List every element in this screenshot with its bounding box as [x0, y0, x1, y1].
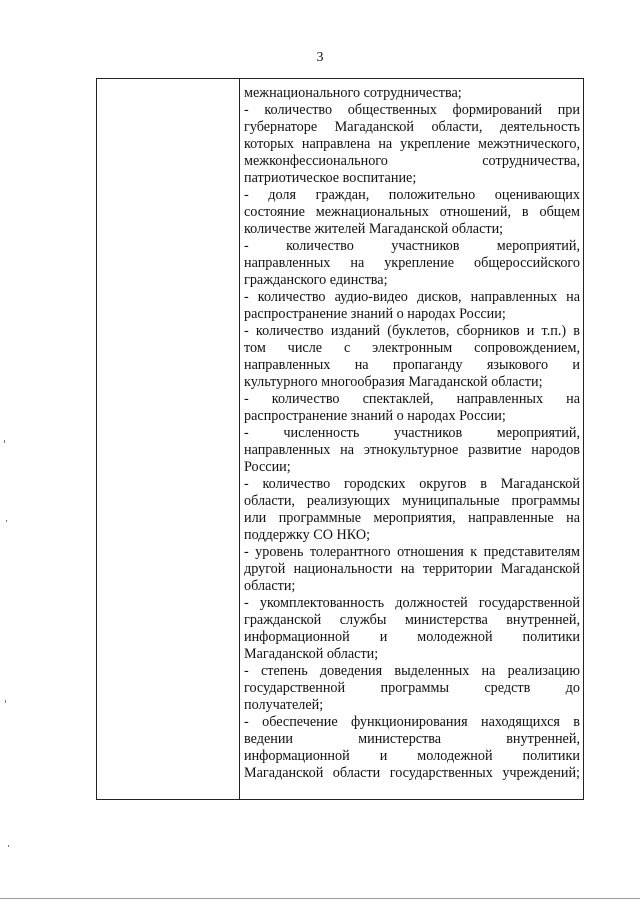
- text-line: области;: [244, 578, 296, 594]
- text-line: государственной программы средств до: [244, 680, 580, 696]
- text-line: - численность участников мероприятий,: [244, 425, 580, 441]
- text-line: области, реализующих муниципальные программы: [244, 493, 580, 509]
- text-line: том числе с электронным сопровождением,: [244, 340, 580, 356]
- text-line: направленных на укрепление общероссийского: [244, 255, 580, 271]
- text-line: получателей;: [244, 697, 324, 713]
- text-line: - укомплектованность должностей государственной: [244, 595, 580, 611]
- text-line: гражданской службы министерства внутренней,: [244, 612, 580, 628]
- text-line: - обеспечение функционирования находящихся в: [244, 714, 580, 730]
- text-line: распространение знаний о народах России;: [244, 306, 506, 322]
- scan-artifact: [5, 700, 6, 703]
- text-line: - количество участников мероприятий,: [244, 238, 580, 254]
- scan-artifact: [6, 520, 7, 522]
- page-number: 3: [316, 50, 324, 65]
- text-line: другой национальности на территории Магаданской: [244, 561, 580, 577]
- text-line: Магаданской области государственных учреждений;: [244, 765, 580, 781]
- text-line: патриотическое воспитание;: [244, 170, 417, 186]
- text-line: - степень доведения выделенных на реализацию: [244, 663, 580, 679]
- text-line: состояние межнациональных отношений, в общем: [244, 204, 580, 220]
- text-line: распространение знаний о народах России;: [244, 408, 506, 424]
- text-line: - количество аудио-видео дисков, направленных на: [244, 289, 580, 305]
- text-line: губернаторе Магаданской области, деятельность: [244, 119, 580, 135]
- text-line: межнационального сотрудничества;: [244, 85, 462, 101]
- text-line: ведении министерства внутренней,: [244, 731, 580, 747]
- text-line: направленных на этнокультурное развитие народов: [244, 442, 580, 458]
- text-line: - количество спектаклей, направленных на: [244, 391, 580, 407]
- text-line: гражданского единства;: [244, 272, 388, 288]
- document-table: [96, 78, 584, 800]
- scan-artifact: [8, 845, 9, 847]
- text-line: количестве жителей Магаданской области;: [244, 221, 504, 237]
- text-line: - доля граждан, положительно оценивающих: [244, 187, 580, 203]
- text-line: поддержку СО НКО;: [244, 527, 371, 543]
- text-line: или программные мероприятия, направленные на: [244, 510, 580, 526]
- text-line: - количество городских округов в Магаданской: [244, 476, 580, 492]
- text-line: культурного многообразия Магаданской области;: [244, 374, 543, 390]
- scan-artifact: [4, 440, 5, 443]
- text-line: информационной и молодежной политики: [244, 748, 580, 764]
- text-line: России;: [244, 459, 291, 475]
- text-line: - количество изданий (буклетов, сборников и т.п.) в: [244, 323, 580, 339]
- right-column-cell: [244, 85, 580, 782]
- column-divider: [239, 79, 240, 799]
- text-line: направленных на пропаганду языкового и: [244, 357, 580, 373]
- text-line: Магаданской области;: [244, 646, 379, 662]
- text-line: межконфессионального сотрудничества,: [244, 153, 580, 169]
- text-line: которых направлена на укрепление межэтнического,: [244, 136, 580, 152]
- scan-artifact: [0, 898, 640, 899]
- text-line: - уровень толерантного отношения к представителям: [244, 544, 580, 560]
- text-line: - количество общественных формирований при: [244, 102, 580, 118]
- text-line: информационной и молодежной политики: [244, 629, 580, 645]
